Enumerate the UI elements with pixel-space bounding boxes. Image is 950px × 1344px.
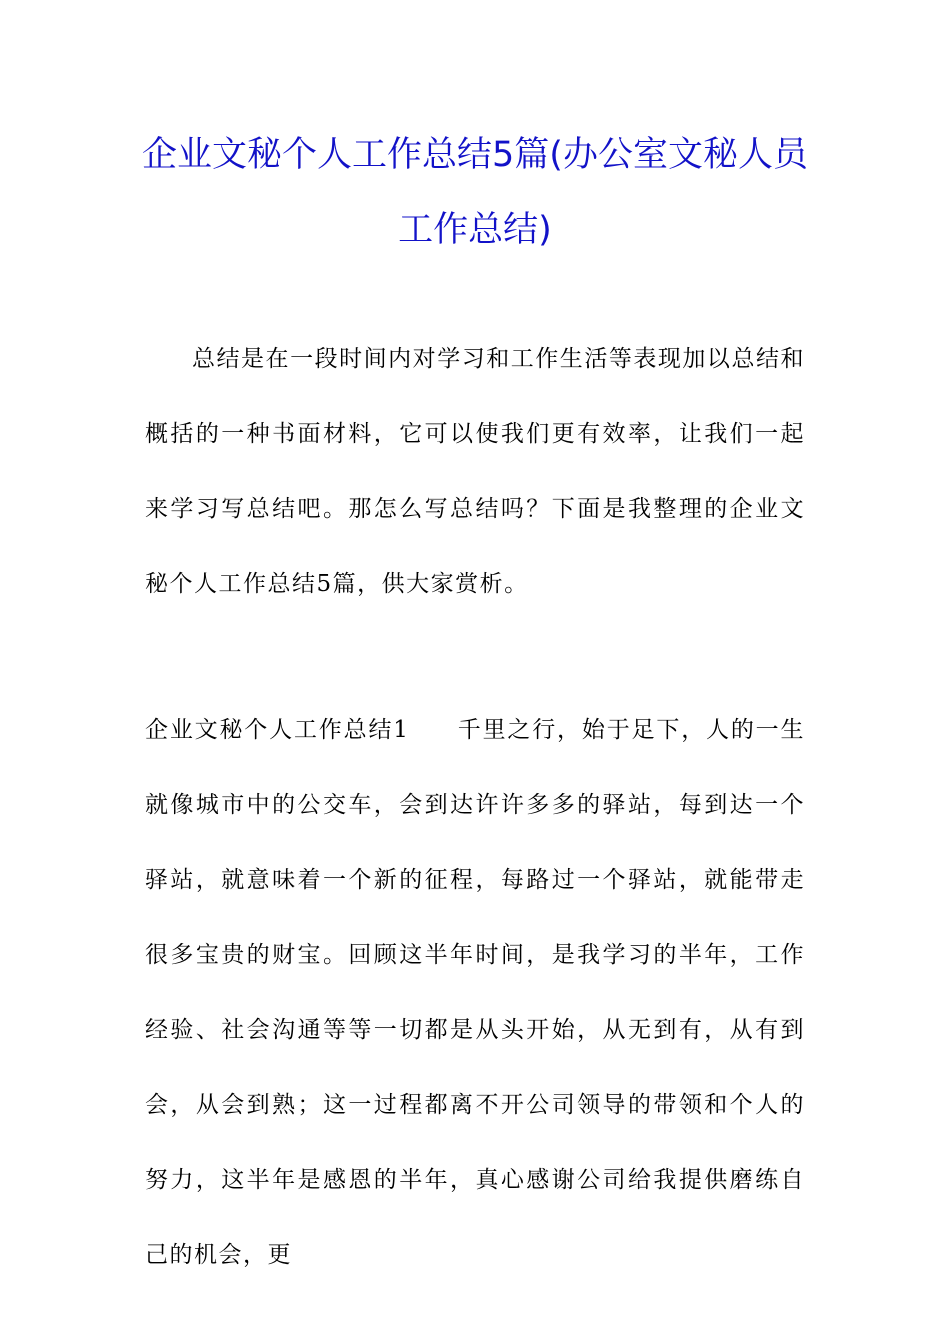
document-title: 企业文秘个人工作总结5篇(办公室文秘人员工作总结) (142, 135, 808, 250)
section-body: 千里之行，始于足下，人的一生就像城市中的公交车，会到达许许多多的驿站，每到达一个驿站，就意味着一个新的征程，每路过一个驿站，就能带走很多宝贵的财宝。回顾这半年时间，是我学习的半年，工作经验、社会沟通等等一切都是从头开始，从无到有，从有到会，从会到熟；这一过程都离不开公司领导的带领和个人的努力，这半年是感恩的半年，真心感谢公司给我提供磨练自己的机会，更 (145, 717, 806, 1268)
intro-paragraph: 总结是在一段时间内对学习和工作生活等表现加以总结和概括的一种书面材料，它可以使我们更有效率，让我们一起来学习写总结吧。那怎么写总结吗？下面是我整理的企业文秘个人工作总结5篇，供大家赏析。 (145, 346, 805, 597)
section-paragraph (145, 693, 805, 1293)
section-heading: 企业文秘个人工作总结1 (145, 717, 410, 743)
